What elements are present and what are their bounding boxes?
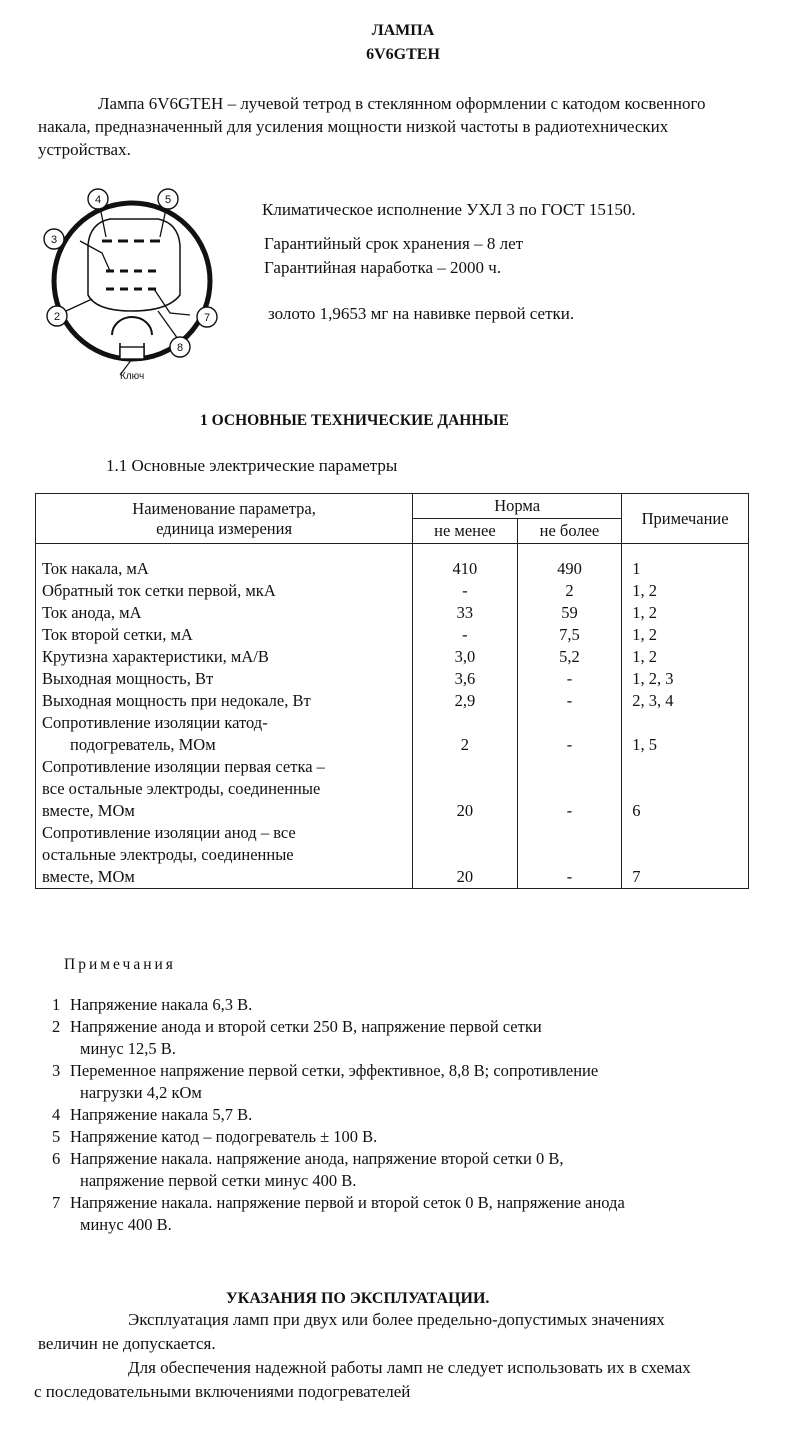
- note-text: Напряжение накала 5,7 В.: [70, 1105, 253, 1124]
- note-ref: 2, 3, 4: [622, 690, 749, 712]
- param-name: [36, 624, 413, 646]
- note-text: Напряжение катод – подогреватель ± 100 В.: [70, 1127, 378, 1146]
- min-value: 2: [413, 712, 518, 756]
- min-value: -: [413, 580, 518, 602]
- note-item: [52, 994, 772, 1016]
- note-ref: 1, 2: [622, 646, 749, 668]
- table-row: [36, 646, 749, 668]
- note-number: 5: [52, 1127, 61, 1146]
- min-value: 410: [413, 558, 518, 580]
- operation-title: УКАЗАНИЯ ПО ЭКСПЛУАТАЦИИ.: [226, 1290, 490, 1307]
- operation-p1-line2: величин не допускается.: [38, 1334, 216, 1353]
- table-row: [36, 602, 749, 624]
- max-value: 5,2: [517, 646, 622, 668]
- note-item: [52, 1192, 772, 1236]
- notes-title: Примечания: [64, 956, 176, 973]
- param-name-line: Обратный ток сетки первой, мкА: [42, 581, 276, 600]
- note-ref: 1: [622, 558, 749, 580]
- pin-3-label: 3: [50, 234, 58, 246]
- note-ref: 1, 2: [622, 602, 749, 624]
- pin-7-label: 7: [203, 312, 211, 324]
- table-row: [36, 624, 749, 646]
- param-name: [36, 558, 413, 580]
- operation-p2-line1: Для обеспечения надежной работы ламп не следует использовать их в схемах: [128, 1358, 691, 1377]
- param-name-line: вместе, МОм: [42, 867, 135, 886]
- note-text: Переменное напряжение первой сетки, эффективное, 8,8 В; сопротивление: [70, 1061, 599, 1080]
- pin-diagram: [40, 185, 230, 385]
- min-value: 3,0: [413, 646, 518, 668]
- max-value: 59: [517, 602, 622, 624]
- table-row: [36, 756, 749, 822]
- note-text: Напряжение накала 6,3 В.: [70, 995, 253, 1014]
- min-value: 2,9: [413, 690, 518, 712]
- param-name-line: Выходная мощность, Вт: [42, 669, 214, 688]
- doc-title: ЛАМПА: [371, 22, 435, 39]
- pin-5-label: 5: [164, 194, 172, 206]
- tube-model: 6V6GTEH: [366, 46, 440, 63]
- table-row: [36, 822, 749, 889]
- table-row: [36, 580, 749, 602]
- gold-content: золото 1,9653 мг на навивке первой сетки.: [268, 304, 575, 323]
- climate-spec: Климатическое исполнение УХЛ 3 по ГОСТ 15150.: [262, 200, 636, 219]
- note-item: [52, 1104, 772, 1126]
- note-item: [52, 1126, 772, 1148]
- pin-8-label: 8: [176, 342, 184, 354]
- param-name: [36, 822, 413, 889]
- param-name-line: вместе, МОм: [42, 801, 135, 820]
- param-name-line: Выходная мощность при недокале, Вт: [42, 691, 311, 710]
- note-ref: 1, 5: [622, 712, 749, 756]
- param-name-line: все остальные электроды, соединенные: [42, 779, 321, 798]
- param-header: Наименование параметра, единица измерения: [36, 494, 413, 544]
- param-name: [36, 580, 413, 602]
- max-value: -: [517, 756, 622, 822]
- note-text: напряжение первой сетки минус 400 В.: [80, 1171, 357, 1190]
- param-name: [36, 756, 413, 822]
- note-item: [52, 1060, 772, 1104]
- operation-p2-line2: с последовательными включениями подогревателей: [34, 1382, 411, 1401]
- note-ref: 1, 2, 3: [622, 668, 749, 690]
- max-value: 2: [517, 580, 622, 602]
- section-title: 1 ОСНОВНЫЕ ТЕХНИЧЕСКИЕ ДАННЫЕ: [200, 412, 509, 429]
- param-name-line: Ток анода, мА: [42, 603, 142, 622]
- param-name: [36, 668, 413, 690]
- param-name: [36, 712, 413, 756]
- param-name: [36, 602, 413, 624]
- param-name-line: Сопротивление изоляции катод-: [42, 713, 268, 732]
- note-text: минус 400 В.: [80, 1215, 172, 1234]
- param-name: [36, 690, 413, 712]
- param-name-line: остальные электроды, соединенные: [42, 845, 294, 864]
- max-header: не более: [517, 519, 622, 544]
- table-row: [36, 668, 749, 690]
- max-value: -: [517, 668, 622, 690]
- note-text: Напряжение накала. напряжение анода, напряжение второй сетки 0 В,: [70, 1149, 564, 1168]
- note-number: 7: [52, 1193, 61, 1212]
- note-header: Примечание: [622, 494, 749, 544]
- table-body: [36, 544, 749, 889]
- norm-header: Норма: [413, 494, 622, 519]
- max-value: 490: [517, 558, 622, 580]
- note-ref: 6: [622, 756, 749, 822]
- min-value: 20: [413, 756, 518, 822]
- min-header: не менее: [413, 519, 518, 544]
- runtime-spec: Гарантийная наработка – 2000 ч.: [264, 258, 502, 277]
- param-name-line: подогреватель, МОм: [70, 735, 216, 754]
- key-label: Ключ: [120, 371, 145, 382]
- max-value: -: [517, 712, 622, 756]
- note-number: 1: [52, 995, 61, 1014]
- param-name-line: Сопротивление изоляции анод – все: [42, 823, 296, 842]
- note-item: [52, 1148, 772, 1192]
- min-value: 33: [413, 602, 518, 624]
- param-name: [36, 646, 413, 668]
- pin-4-label: 4: [94, 194, 102, 206]
- operation-p1-line1: Эксплуатация ламп при двух или более предельно-допустимых значениях: [128, 1310, 665, 1329]
- min-value: 3,6: [413, 668, 518, 690]
- table-row: [36, 690, 749, 712]
- parameters-table: [35, 493, 749, 889]
- note-number: 6: [52, 1149, 61, 1168]
- notes-list: [52, 994, 772, 1236]
- note-text: Напряжение накала. напряжение первой и второй сеток 0 В, напряжение анода: [70, 1193, 625, 1212]
- note-ref: 1, 2: [622, 580, 749, 602]
- note-number: 3: [52, 1061, 61, 1080]
- table-row: [36, 558, 749, 580]
- min-value: -: [413, 624, 518, 646]
- param-name-line: Ток второй сетки, мА: [42, 625, 193, 644]
- note-text: нагрузки 4,2 кОм: [80, 1083, 202, 1102]
- min-value: 20: [413, 822, 518, 889]
- note-ref: 7: [622, 822, 749, 889]
- intro-paragraph: Лампа 6V6GTEH – лучевой тетрод в стеклянном оформлении с катодом косвенного накала, предназначенный для усиления мощности низкой частоты в радиотехнических устройствах.: [38, 94, 706, 159]
- storage-spec: Гарантийный срок хранения – 8 лет: [264, 234, 524, 253]
- max-value: -: [517, 822, 622, 889]
- max-value: -: [517, 690, 622, 712]
- note-item: [52, 1016, 772, 1060]
- note-text: минус 12,5 В.: [80, 1039, 176, 1058]
- param-name-line: Крутизна характеристики, мА/В: [42, 647, 269, 666]
- section-subtitle: 1.1 Основные электрические параметры: [106, 456, 398, 475]
- param-name-line: Ток накала, мА: [42, 559, 149, 578]
- note-number: 4: [52, 1105, 61, 1124]
- table-row: [36, 712, 749, 756]
- note-number: 2: [52, 1017, 61, 1036]
- max-value: 7,5: [517, 624, 622, 646]
- note-text: Напряжение анода и второй сетки 250 В, напряжение первой сетки: [70, 1017, 542, 1036]
- param-name-line: Сопротивление изоляции первая сетка –: [42, 757, 325, 776]
- note-ref: 1, 2: [622, 624, 749, 646]
- pin-2-label: 2: [53, 311, 61, 323]
